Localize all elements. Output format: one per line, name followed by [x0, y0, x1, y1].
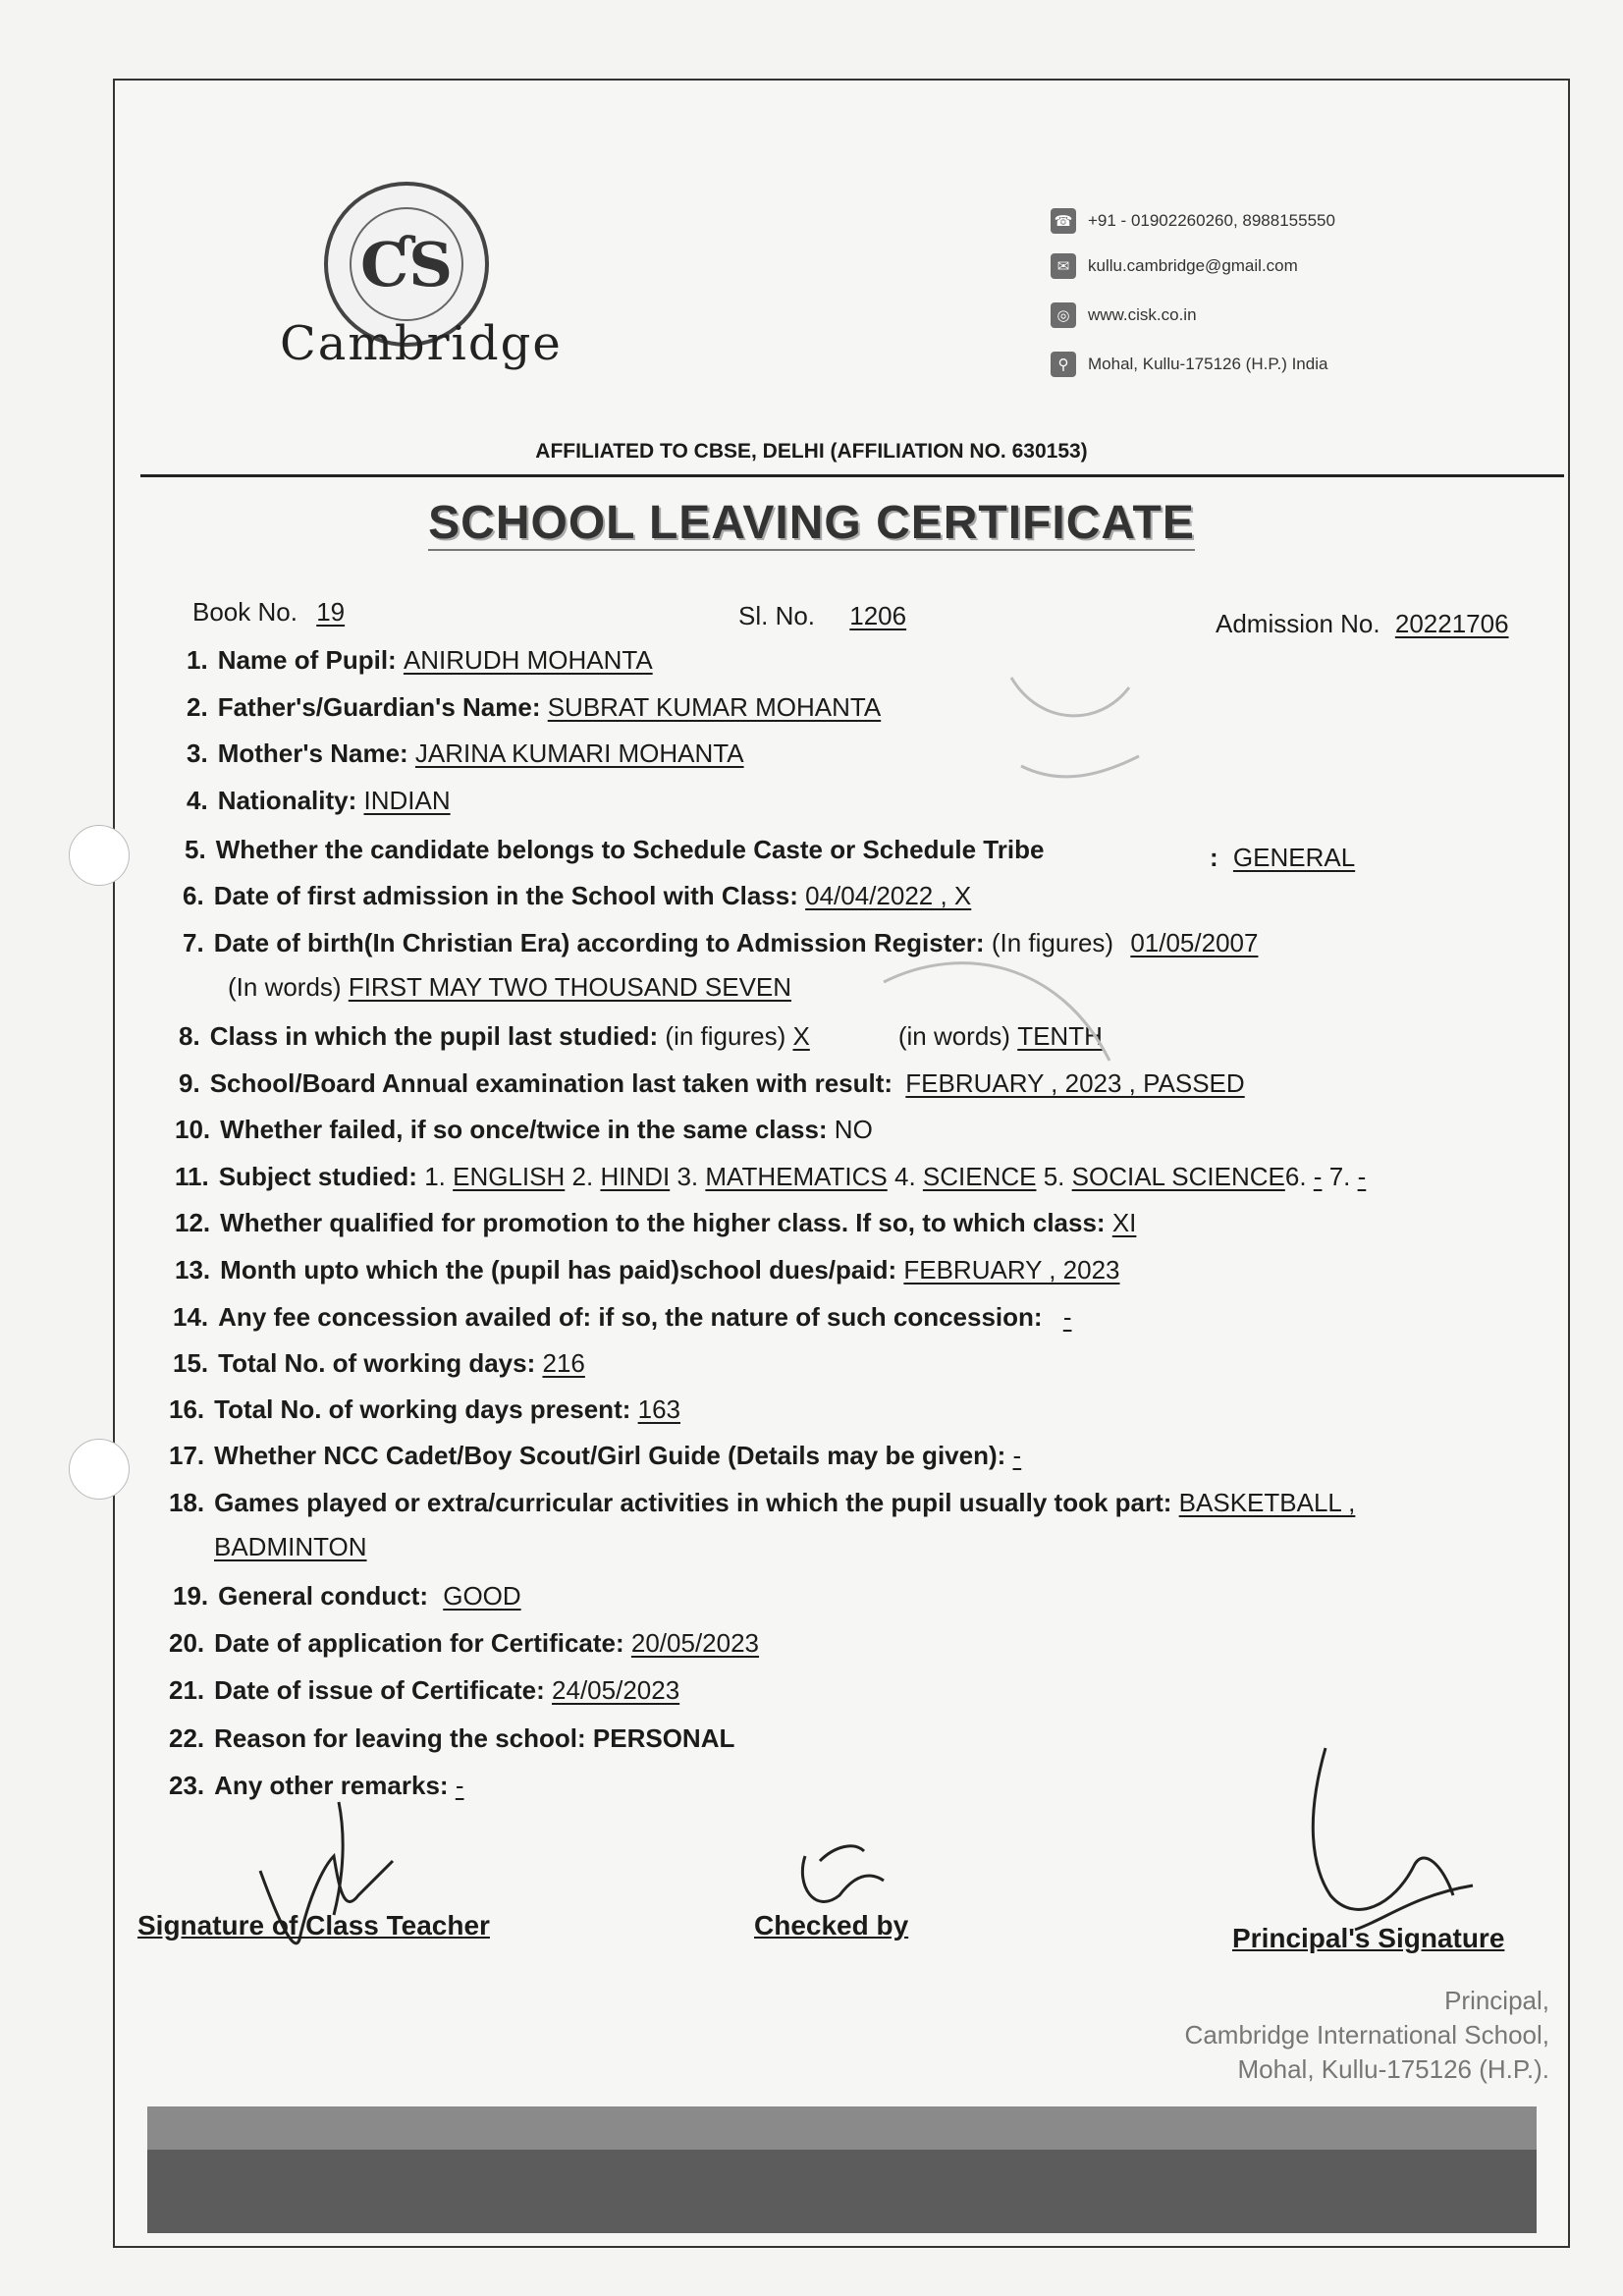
email-text: kullu.cambridge@gmail.com [1088, 256, 1298, 275]
email-icon: ✉ [1051, 253, 1076, 279]
phone-icon: ☎ [1051, 208, 1076, 234]
affiliation-line: AFFILIATED TO CBSE, DELHI (AFFILIATION NO. 630153) [535, 440, 1088, 463]
item-10: 10. Whether failed, if so once/twice in the same class: NO [175, 1115, 873, 1144]
item-7-words: (In words) FIRST MAY TWO THOUSAND SEVEN [228, 972, 792, 1002]
item-5-value: : GENERAL [1210, 843, 1356, 872]
stamp-line-3: Mohal, Kullu-175126 (H.P.). [1237, 2054, 1549, 2084]
item-7: 7. Date of birth(In Christian Era) according to Admission Register: (In figures) 01/05/2007 [183, 928, 1259, 957]
item-22: 22. Reason for leaving the school: PERSONAL [169, 1723, 735, 1753]
title-text: SCHOOL LEAVING CERTIFICATE [428, 497, 1195, 549]
item-5: 5. Whether the candidate belongs to Schedule Caste or Schedule Tribe [185, 835, 1045, 864]
principal-signature-label: Principal's Signature [1232, 1923, 1505, 1953]
globe-icon: ◎ [1051, 302, 1076, 328]
address-text: Mohal, Kullu-175126 (H.P.) India [1088, 355, 1328, 373]
class-teacher-signature-label: Signature of Class Teacher [137, 1910, 490, 1941]
website-text: www.cisk.co.in [1088, 305, 1197, 324]
item-16: 16. Total No. of working days present: 163 [169, 1394, 681, 1424]
footer-band-dark [147, 2150, 1537, 2233]
sl-value: 1206 [849, 601, 907, 630]
item-8: 8. Class in which the pupil last studied: (in figures) X (in words) TENTH [179, 1021, 1103, 1051]
item-14: 14. Any fee concession availed of: if so, the nature of such concession: - [173, 1302, 1072, 1332]
item-13: 13. Month upto which the (pupil has paid)school dues/paid: FEBRUARY , 2023 [175, 1255, 1120, 1285]
item-17: 17. Whether NCC Cadet/Boy Scout/Girl Guide (Details may be given): - [169, 1441, 1022, 1470]
item-15: 15. Total No. of working days: 216 [173, 1348, 585, 1378]
item-19: 19. General conduct: GOOD [173, 1581, 521, 1611]
item-18: 18. Games played or extra/curricular activities in which the pupil usually took part: BASKETBALL , [169, 1488, 1356, 1517]
stamp-line-2: Cambridge International School, [1184, 2020, 1549, 2050]
checked-by-label: Checked by [754, 1910, 909, 1941]
sl-label: Sl. No. [738, 601, 816, 630]
book-label: Book No. [192, 597, 298, 627]
item-1: 1. Name of Pupil: ANIRUDH MOHANTA [187, 645, 653, 675]
item-6: 6. Date of first admission in the School with Class: 04/04/2022 , X [183, 881, 972, 910]
item-23: 23. Any other remarks: - [169, 1771, 464, 1800]
item-3: 3. Mother's Name: JARINA KUMARI MOHANTA [187, 738, 744, 768]
item-2: 2. Father's/Guardian's Name: SUBRAT KUMAR MOHANTA [187, 692, 882, 722]
item-18-cont: BADMINTON [214, 1532, 367, 1561]
item-12: 12. Whether qualified for promotion to the higher class. If so, to which class: XI [175, 1208, 1137, 1237]
footer-band-light [147, 2106, 1537, 2150]
phone-text: +91 - 01902260260, 8988155550 [1088, 211, 1335, 230]
item-20: 20. Date of application for Certificate: 20/05/2023 [169, 1628, 760, 1658]
item-4: 4. Nationality: INDIAN [187, 786, 451, 815]
school-brand-name: Cambridge [280, 316, 563, 371]
adm-value: 20221706 [1394, 609, 1509, 638]
logo-monogram: ƇS [350, 207, 463, 321]
item-11: 11. Subject studied: 1. ENGLISH 2. HINDI 3. MATHEMATICS 4. SCIENCE 5. SOCIAL SCIENCE6. - 7. - [175, 1162, 1367, 1191]
adm-label: Admission No. [1216, 609, 1380, 638]
item-9: 9. School/Board Annual examination last taken with result: FEBRUARY , 2023 , PASSED [179, 1068, 1245, 1098]
book-value: 19 [316, 597, 346, 627]
item-21: 21. Date of issue of Certificate: 24/05/2023 [169, 1675, 680, 1705]
location-icon: ⚲ [1051, 352, 1076, 377]
stamp-line-1: Principal, [1444, 1986, 1549, 2015]
